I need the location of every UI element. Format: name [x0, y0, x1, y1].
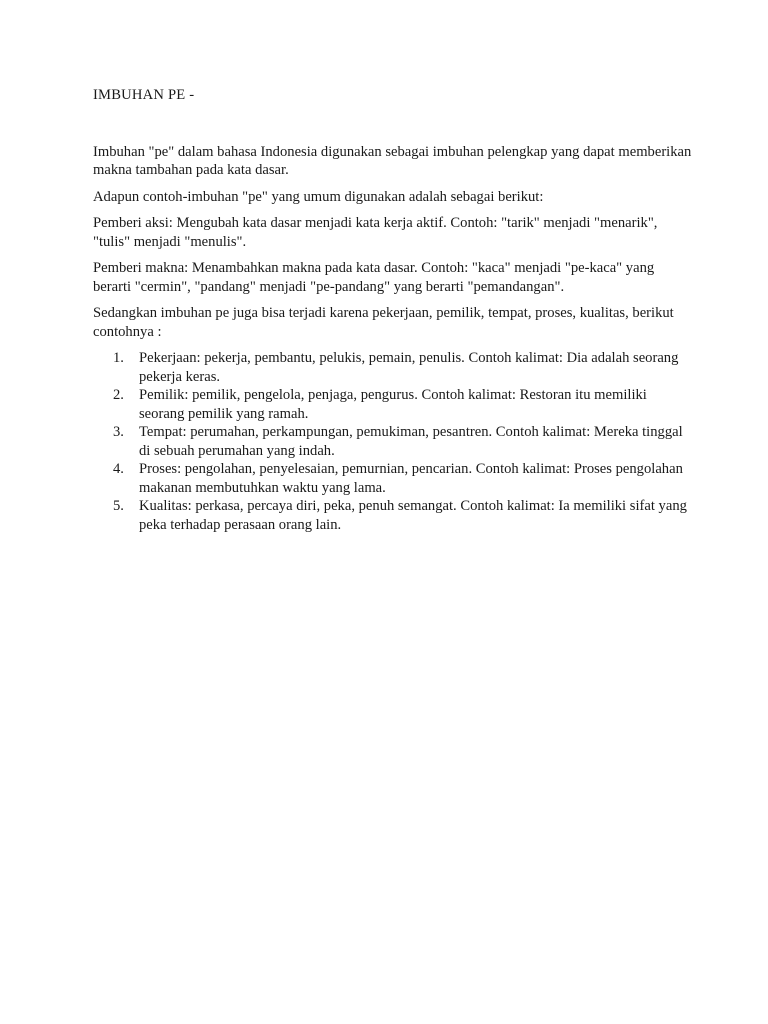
list-item: [93, 386, 693, 423]
list-number: 3.: [113, 424, 124, 440]
list-item-text: Pemilik: pemilik, pengelola, penjaga, pengurus. Contoh kalimat: Restoran itu memiliki seorang pemilik yang ramah.: [139, 387, 647, 422]
list-number: 4.: [113, 461, 124, 477]
list-item: [93, 460, 693, 497]
list-number: 2.: [113, 387, 124, 403]
list-item: [93, 423, 693, 460]
list-item-text: Proses: pengolahan, penyelesaian, pemurnian, pencarian. Contoh kalimat: Proses pengolahan makanan membutuhkan waktu yang lama.: [139, 461, 683, 496]
document-page: [93, 86, 693, 534]
list-item-text: Kualitas: perkasa, percaya diri, peka, penuh semangat. Contoh kalimat: Ia memiliki sifat yang peka terhadap perasaan orang lain.: [139, 498, 687, 533]
list-item-text: Tempat: perumahan, perkampungan, pemukiman, pesantren. Contoh kalimat: Mereka tinggal di sebuah perumahan yang indah.: [139, 424, 683, 459]
list-item-text: Pekerjaan: pekerja, pembantu, pelukis, pemain, penulis. Contoh kalimat: Dia adalah seorang pekerja keras.: [139, 350, 679, 385]
list-item: [93, 349, 693, 386]
list-number: 5.: [113, 498, 124, 514]
paragraph-intro: Imbuhan "pe" dalam bahasa Indonesia digunakan sebagai imbuhan pelengkap yang dapat memberikan makna tambahan pada kata dasar.: [93, 143, 692, 178]
numbered-list: [93, 349, 693, 534]
paragraph-list-intro: Sedangkan imbuhan pe juga bisa terjadi karena pekerjaan, pemilik, tempat, proses, kualitas, berikut contohnya :: [93, 305, 674, 340]
paragraph-pemberi-aksi: Pemberi aksi: Mengubah kata dasar menjadi kata kerja aktif. Contoh: "tarik" menjadi "menarik", "tulis" menjadi "menulis".: [93, 215, 658, 250]
paragraph-pemberi-makna: Pemberi makna: Menambahkan makna pada kata dasar. Contoh: "kaca" menjadi "pe-kaca" yang berarti "cermin", "pandang" menjadi "pe-pandang" yang berarti "pemandangan".: [93, 260, 655, 295]
list-item: [93, 497, 693, 534]
list-number: 1.: [113, 350, 124, 366]
document-title: IMBUHAN PE -: [93, 87, 195, 103]
paragraph-examples-intro: Adapun contoh-imbuhan "pe" yang umum digunakan adalah sebagai berikut:: [93, 188, 544, 205]
